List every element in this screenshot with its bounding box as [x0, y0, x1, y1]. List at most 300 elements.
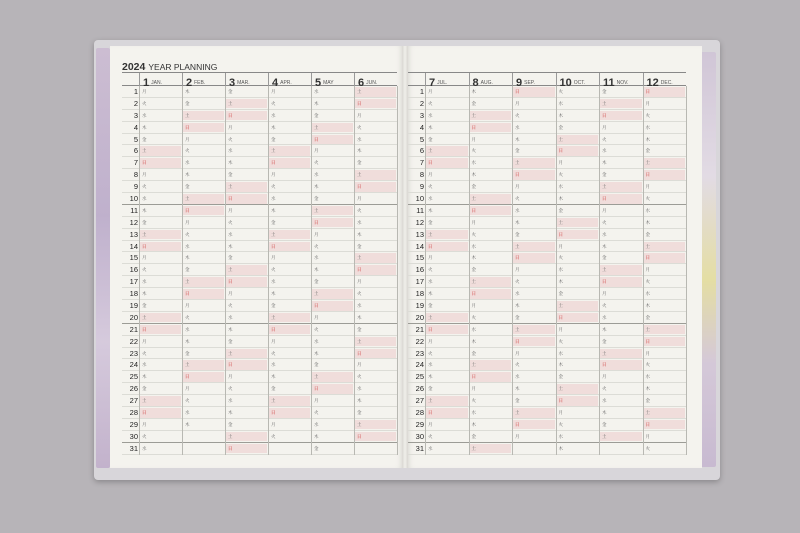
weekday-label: 金: [428, 386, 433, 392]
weekday-label: 金: [645, 314, 650, 320]
weekday-label: 火: [602, 386, 607, 392]
month-name: NOV.: [616, 80, 629, 86]
weekday-label: 水: [428, 362, 433, 368]
month-name: JUN.: [366, 80, 378, 86]
weekday-label: 火: [314, 326, 319, 332]
weekday-label: 土: [228, 184, 233, 190]
weekday-label: 水: [428, 112, 433, 118]
weekday-label: 日: [645, 89, 650, 94]
day-row: [122, 241, 397, 253]
weekday-label: 金: [428, 136, 433, 142]
weekday-label: 日: [558, 148, 563, 154]
weekday-label: 木: [428, 124, 433, 130]
weekday-label: 金: [142, 386, 147, 392]
month-number: 12: [646, 77, 659, 86]
weekday-label: 月: [357, 279, 362, 285]
weekday-label: 火: [142, 433, 147, 439]
weekday-label: 月: [314, 398, 319, 404]
planner-title-text: YEAR PLANNING: [148, 62, 218, 72]
day-number: 16: [129, 265, 138, 275]
weekday-label: 木: [515, 386, 520, 392]
weekday-label: 金: [357, 410, 362, 416]
day-row: [122, 312, 397, 324]
weekday-label: 金: [645, 231, 650, 237]
cover-edge-left: [96, 48, 110, 468]
weekday-label: 水: [428, 196, 433, 202]
weekday-label: 日: [428, 326, 433, 332]
day-row: [408, 371, 686, 383]
day-row: [122, 324, 397, 336]
month-header: [225, 73, 268, 86]
weekday-label: 水: [558, 267, 563, 273]
weekday-label: 火: [515, 279, 520, 285]
weekday-label: 土: [142, 314, 147, 320]
weekday-label: 木: [558, 279, 563, 285]
weekday-label: 月: [471, 303, 476, 309]
weekday-label: 火: [142, 350, 147, 356]
weekday-label: 金: [271, 303, 276, 309]
weekday-label: 土: [471, 445, 476, 451]
day-row: [122, 229, 397, 241]
day-row: [122, 395, 397, 407]
weekday-label: 木: [142, 291, 147, 297]
weekday-label: 日: [357, 184, 362, 190]
day-number: 18: [129, 289, 138, 299]
weekday-label: 月: [602, 291, 607, 297]
day-number: 28: [129, 408, 138, 418]
day-number: 21: [415, 324, 424, 334]
weekday-label: 日: [515, 172, 520, 178]
weekday-label: 金: [314, 279, 319, 285]
weekday-label: 火: [558, 172, 563, 178]
weekday-label: 月: [271, 255, 276, 261]
weekday-label: 火: [428, 100, 433, 106]
weekday-label: 月: [228, 291, 233, 297]
weekday-label: 土: [471, 196, 476, 202]
weekday-label: 土: [428, 398, 433, 404]
weekday-label: 火: [357, 207, 362, 213]
day-row: [408, 348, 686, 360]
day-number: 3: [133, 110, 138, 120]
weekday-label: 月: [271, 421, 276, 427]
weekday-label: 土: [185, 362, 190, 368]
day-number: 6: [419, 146, 424, 156]
cover-edge-right: [700, 52, 716, 467]
weekday-label: 水: [314, 172, 319, 178]
day-row: [408, 98, 686, 110]
day-number: 2: [419, 98, 424, 108]
month-header: [182, 73, 225, 86]
weekday-label: 金: [602, 421, 607, 427]
weekday-label: 金: [515, 148, 520, 154]
weekday-label: 水: [142, 445, 147, 451]
weekday-label: 木: [271, 291, 276, 297]
weekday-label: 月: [558, 326, 563, 332]
weekday-label: 木: [314, 350, 319, 356]
weekday-label: 水: [314, 255, 319, 261]
weekday-label: 火: [515, 196, 520, 202]
day-row: [408, 419, 686, 431]
month-header: [469, 73, 513, 86]
weekday-label: 土: [228, 267, 233, 273]
column-divider: [139, 86, 140, 455]
weekday-label: 木: [428, 374, 433, 380]
calendar-grid-left: [122, 72, 397, 455]
day-number: 26: [415, 384, 424, 394]
weekday-label: 木: [515, 303, 520, 309]
weekday-label: 水: [515, 124, 520, 130]
weekday-label: 水: [142, 362, 147, 368]
weekday-label: 火: [558, 421, 563, 427]
day-number: 27: [415, 396, 424, 406]
weekday-label: 水: [271, 362, 276, 368]
day-number: 28: [415, 408, 424, 418]
weekday-label: 金: [602, 255, 607, 261]
weekday-label: 水: [515, 207, 520, 213]
weekday-label: 木: [471, 255, 476, 261]
weekday-label: 月: [428, 338, 433, 344]
weekday-label: 火: [471, 398, 476, 404]
weekday-label: 月: [428, 421, 433, 427]
weekday-label: 日: [471, 207, 476, 213]
day-row: [408, 229, 686, 241]
weekday-label: 金: [142, 136, 147, 142]
day-number: 26: [129, 384, 138, 394]
month-header: [425, 73, 469, 86]
weekday-label: 火: [558, 89, 563, 94]
weekday-label: 日: [471, 124, 476, 130]
weekday-label: 木: [185, 338, 190, 344]
weekday-label: 日: [185, 124, 190, 130]
day-row: [408, 181, 686, 193]
weekday-label: 金: [602, 89, 607, 94]
weekday-label: 水: [185, 243, 190, 249]
column-divider: [425, 86, 426, 455]
weekday-label: 土: [142, 398, 147, 404]
weekday-label: 月: [558, 243, 563, 249]
weekday-label: 日: [602, 196, 607, 202]
weekday-label: 火: [645, 362, 650, 368]
month-header-row-left: [122, 73, 397, 86]
weekday-label: 水: [314, 338, 319, 344]
weekday-label: 月: [142, 255, 147, 261]
day-number: 4: [133, 122, 138, 132]
day-row: [122, 276, 397, 288]
weekday-label: 水: [271, 279, 276, 285]
day-row: [122, 443, 397, 455]
month-name: FEB.: [194, 80, 206, 86]
weekday-label: 日: [602, 112, 607, 118]
weekday-label: 土: [142, 231, 147, 237]
weekday-label: 火: [645, 112, 650, 118]
month-name: APR.: [280, 80, 292, 86]
weekday-label: 火: [271, 267, 276, 273]
weekday-label: 木: [602, 243, 607, 249]
weekday-label: 木: [645, 219, 650, 225]
weekday-label: 土: [142, 148, 147, 154]
weekday-label: 月: [314, 148, 319, 154]
weekday-label: 日: [428, 243, 433, 249]
weekday-label: 金: [185, 267, 190, 273]
weekday-label: 火: [515, 112, 520, 118]
day-row: [408, 205, 686, 217]
weekday-label: 金: [357, 160, 362, 166]
weekday-label: 月: [428, 255, 433, 261]
weekday-label: 日: [357, 433, 362, 439]
day-row: [122, 110, 397, 122]
planner-year: 2024: [122, 61, 146, 73]
day-row: [122, 157, 397, 169]
day-number: 15: [129, 253, 138, 263]
weekday-label: 水: [471, 160, 476, 166]
day-row: [408, 395, 686, 407]
day-number: 9: [133, 182, 138, 192]
weekday-label: 月: [228, 374, 233, 380]
weekday-label: 土: [645, 410, 650, 416]
weekday-label: 土: [602, 184, 607, 190]
weekday-label: 日: [428, 160, 433, 166]
day-number: 31: [415, 443, 424, 453]
weekday-label: 金: [645, 398, 650, 404]
weekday-label: 土: [558, 136, 563, 142]
day-number: 12: [415, 217, 424, 227]
weekday-label: 土: [271, 398, 276, 404]
day-number: 10: [415, 194, 424, 204]
weekday-label: 木: [142, 207, 147, 213]
weekday-label: 金: [271, 386, 276, 392]
weekday-label: 火: [645, 279, 650, 285]
weekday-label: 火: [271, 433, 276, 439]
weekday-label: 金: [471, 433, 476, 439]
weekday-label: 日: [142, 326, 147, 332]
day-row: [122, 348, 397, 360]
weekday-label: 月: [185, 219, 190, 225]
weekday-label: 火: [142, 100, 147, 106]
weekday-label: 日: [645, 172, 650, 178]
weekday-label: 土: [428, 231, 433, 237]
weekday-label: 火: [558, 255, 563, 261]
day-row: [408, 407, 686, 419]
day-row: [408, 312, 686, 324]
day-row: [408, 157, 686, 169]
day-number: 18: [415, 289, 424, 299]
column-divider: [599, 86, 600, 455]
weekday-label: 月: [228, 207, 233, 213]
weekday-label: 土: [357, 255, 362, 261]
weekday-label: 水: [314, 421, 319, 427]
column-divider: [556, 86, 557, 455]
weekday-label: 月: [271, 89, 276, 94]
weekday-label: 土: [357, 172, 362, 178]
weekday-label: 木: [558, 445, 563, 451]
weekday-label: 月: [515, 100, 520, 106]
day-number: 2: [133, 98, 138, 108]
weekday-label: 木: [314, 267, 319, 273]
month-name: OCT.: [573, 80, 586, 86]
day-row: [408, 288, 686, 300]
weekday-label: 土: [185, 196, 190, 202]
weekday-label: 土: [314, 291, 319, 297]
day-number: 9: [419, 182, 424, 192]
day-number: 29: [129, 419, 138, 429]
month-header: [139, 73, 182, 86]
column-divider: [397, 86, 398, 455]
day-row: [122, 98, 397, 110]
weekday-label: 水: [314, 89, 319, 94]
weekday-label: 日: [271, 410, 276, 416]
weekday-label: 木: [558, 112, 563, 118]
weekday-label: 木: [515, 136, 520, 142]
weekday-label: 木: [142, 124, 147, 130]
weekday-label: 金: [428, 303, 433, 309]
day-number: 29: [415, 419, 424, 429]
month-number: 2: [186, 77, 193, 86]
weekday-label: 金: [228, 255, 233, 261]
weekday-label: 土: [471, 362, 476, 368]
day-row: [122, 145, 397, 157]
weekday-label: 金: [471, 184, 476, 190]
weekday-label: 金: [314, 112, 319, 118]
weekday-label: 日: [142, 160, 147, 166]
month-number: 4: [272, 77, 279, 86]
weekday-label: 日: [228, 279, 233, 285]
weekday-label: 火: [142, 267, 147, 273]
weekday-label: 土: [357, 338, 362, 344]
weekday-label: 火: [471, 231, 476, 237]
weekday-label: 水: [515, 291, 520, 297]
day-row: [408, 86, 686, 98]
weekday-label: 水: [645, 207, 650, 213]
weekday-label: 木: [471, 172, 476, 178]
day-number: 1: [419, 87, 424, 96]
day-number: 13: [129, 229, 138, 239]
day-number: 5: [133, 134, 138, 144]
weekday-label: 金: [558, 291, 563, 297]
weekday-label: 木: [228, 160, 233, 166]
day-rows-right: [408, 86, 686, 455]
weekday-label: 金: [558, 207, 563, 213]
weekday-label: 日: [558, 398, 563, 404]
weekday-label: 月: [558, 160, 563, 166]
weekday-label: 水: [471, 243, 476, 249]
weekday-label: 水: [471, 410, 476, 416]
weekday-label: 土: [314, 374, 319, 380]
weekday-label: 火: [228, 386, 233, 392]
day-number: 5: [419, 134, 424, 144]
weekday-label: 水: [558, 184, 563, 190]
weekday-label: 火: [471, 314, 476, 320]
weekday-label: 火: [185, 231, 190, 237]
day-row: [408, 122, 686, 134]
weekday-label: 木: [428, 207, 433, 213]
weekday-label: 水: [142, 112, 147, 118]
weekday-label: 日: [228, 112, 233, 118]
weekday-label: 土: [558, 219, 563, 225]
weekday-label: 土: [645, 326, 650, 332]
weekday-label: 土: [558, 386, 563, 392]
day-row: [408, 336, 686, 348]
weekday-label: 月: [357, 362, 362, 368]
weekday-label: 月: [515, 184, 520, 190]
weekday-label: 金: [185, 350, 190, 356]
day-number: 24: [129, 360, 138, 370]
day-number: 15: [415, 253, 424, 263]
day-number: 30: [415, 431, 424, 441]
weekday-label: 日: [515, 338, 520, 344]
day-row: [408, 169, 686, 181]
weekday-label: 水: [645, 124, 650, 130]
weekday-label: 火: [142, 184, 147, 190]
weekday-label: 日: [314, 303, 319, 309]
weekday-label: 木: [271, 124, 276, 130]
weekday-label: 土: [471, 112, 476, 118]
weekday-label: 日: [428, 410, 433, 416]
weekday-label: 火: [428, 267, 433, 273]
weekday-label: 火: [602, 219, 607, 225]
column-divider: [643, 86, 644, 455]
weekday-label: 土: [602, 350, 607, 356]
weekday-label: 月: [142, 172, 147, 178]
month-name: SEP.: [524, 80, 535, 86]
month-header-row-right: [408, 73, 686, 86]
weekday-label: 日: [645, 421, 650, 427]
weekday-label: 土: [185, 279, 190, 285]
weekday-label: 水: [428, 279, 433, 285]
day-row: [122, 300, 397, 312]
weekday-label: 土: [271, 314, 276, 320]
day-number: 25: [415, 372, 424, 382]
weekday-label: 月: [314, 231, 319, 237]
weekday-label: 土: [515, 326, 520, 332]
weekday-label: 水: [357, 386, 362, 392]
month-number: 6: [358, 77, 365, 86]
weekday-label: 火: [271, 184, 276, 190]
weekday-label: 火: [602, 136, 607, 142]
day-number: 7: [133, 158, 138, 168]
month-number: 8: [472, 77, 479, 86]
weekday-label: 金: [228, 89, 233, 94]
weekday-label: 火: [314, 243, 319, 249]
day-number: 24: [415, 360, 424, 370]
weekday-label: 日: [271, 243, 276, 249]
weekday-label: 日: [357, 267, 362, 273]
column-divider: [182, 86, 183, 455]
weekday-label: 日: [602, 279, 607, 285]
weekday-label: 水: [228, 148, 233, 154]
weekday-label: 日: [515, 255, 520, 261]
weekday-label: 月: [271, 172, 276, 178]
weekday-label: 火: [228, 219, 233, 225]
day-row: [122, 431, 397, 443]
weekday-label: 水: [558, 100, 563, 106]
day-row: [408, 359, 686, 371]
weekday-label: 金: [185, 100, 190, 106]
weekday-label: 金: [228, 172, 233, 178]
weekday-label: 月: [515, 267, 520, 273]
month-name: JUL.: [437, 80, 448, 86]
day-row: [408, 193, 686, 205]
weekday-label: 火: [357, 291, 362, 297]
weekday-label: 月: [428, 172, 433, 178]
weekday-label: 木: [558, 196, 563, 202]
weekday-label: 月: [142, 421, 147, 427]
column-divider: [311, 86, 312, 455]
weekday-label: 金: [558, 374, 563, 380]
weekday-label: 水: [271, 196, 276, 202]
weekday-label: 水: [185, 160, 190, 166]
day-row: [408, 383, 686, 395]
column-divider: [512, 86, 513, 455]
